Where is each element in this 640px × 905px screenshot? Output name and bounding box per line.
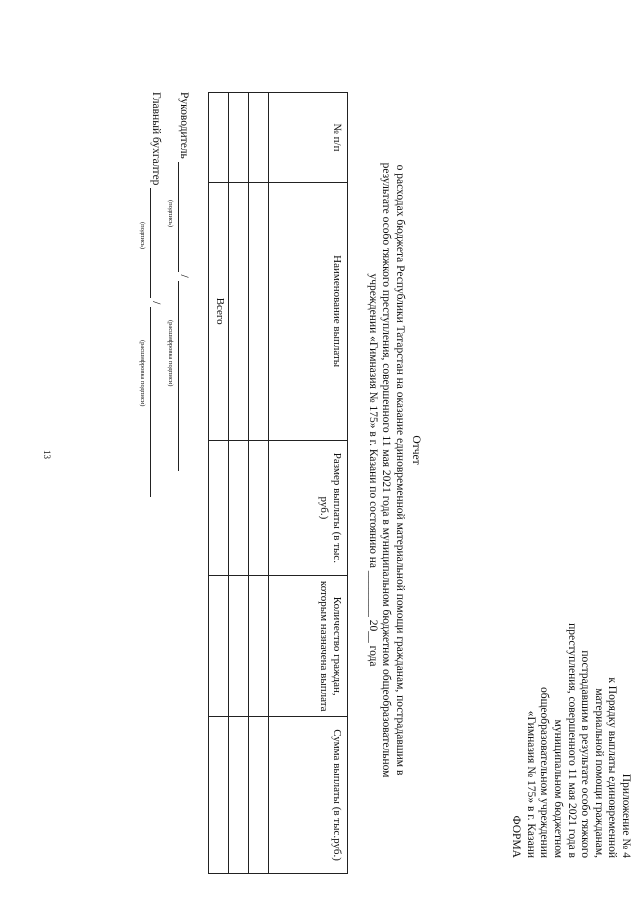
heading-line: учреждении «Гимназия № 175» в г. Казани по состоянию на ________ 20__ года [367, 273, 379, 667]
page-number: 13 [42, 450, 52, 459]
table-cell [209, 93, 229, 183]
caption-position: (подпись) [139, 222, 146, 249]
separator: / [150, 301, 162, 305]
form-label: ФОРМА [510, 815, 522, 858]
table-cell [209, 576, 229, 717]
table-cell [249, 93, 269, 183]
report-heading [366, 150, 407, 790]
head-label: Руководитель [178, 92, 190, 159]
table-total-row [209, 93, 229, 874]
caption-decoding: (расшифровка подписи) [167, 320, 174, 387]
table-cell [229, 440, 249, 576]
header-payment-size: Размер выплаты (в тыс. руб.) [269, 440, 348, 576]
header-number: № п/п [269, 93, 348, 183]
annex-line: материальной помощи гражданам, [592, 688, 605, 858]
annex-line: муниципальном бюджетном [552, 719, 565, 858]
header-payment-name: Наименование выплаты [269, 182, 348, 440]
table-cell [209, 440, 229, 576]
document-content [40, 10, 640, 890]
signature-field [150, 188, 151, 298]
table-cell [249, 440, 269, 576]
annex-line: преступления, совершенного 11 мая 2021 года в [565, 623, 578, 858]
accountant-label: Главный бухгалтер [150, 92, 162, 186]
caption-signature: (подпись) [167, 200, 174, 227]
table-cell [249, 717, 269, 874]
table-cell [229, 576, 249, 717]
table-row [229, 93, 249, 874]
head-signature-line [178, 92, 190, 471]
caption-decoding: (расшифровка подписи) [139, 340, 146, 407]
total-label: Всего [209, 182, 229, 440]
decoding-field [150, 307, 151, 497]
table-cell [209, 717, 229, 874]
annex-line: общеобразовательном учреждении [538, 686, 551, 858]
annex-line: «Гимназия № 175» в г. Казани [524, 710, 537, 858]
table-header-row [269, 93, 348, 874]
table-cell [249, 182, 269, 440]
heading-line: о расходах бюджета Республики Татарстан на оказание единовременной материальной помощи гражданам, пострадавшим в [394, 164, 406, 776]
decoding-field [178, 281, 179, 471]
table-cell [249, 576, 269, 717]
signature-field [178, 162, 179, 272]
accountant-signature-line [150, 92, 162, 497]
report-table [208, 92, 348, 874]
table-cell [229, 182, 249, 440]
annex-line: к Порядку выплаты единовременной [606, 677, 619, 858]
heading-line: результате особо тяжкого преступления, совершенного 11 мая 2021 года в муниципальном бюджетном общеобразовательном [380, 162, 393, 778]
separator: / [178, 274, 190, 278]
table-row [249, 93, 269, 874]
annex-line: пострадавшим в результате особо тяжкого [579, 650, 592, 858]
header-citizens-count: Количество граждан, которым назначена выплата [269, 576, 348, 717]
header-payment-sum: Сумма выплаты (в тыс.руб.) [269, 717, 348, 874]
annex-note [523, 528, 632, 858]
report-title: Отчет [410, 435, 422, 465]
annex-line: Приложение № 4 [620, 773, 632, 858]
table-cell [229, 717, 249, 874]
table-cell [229, 93, 249, 183]
